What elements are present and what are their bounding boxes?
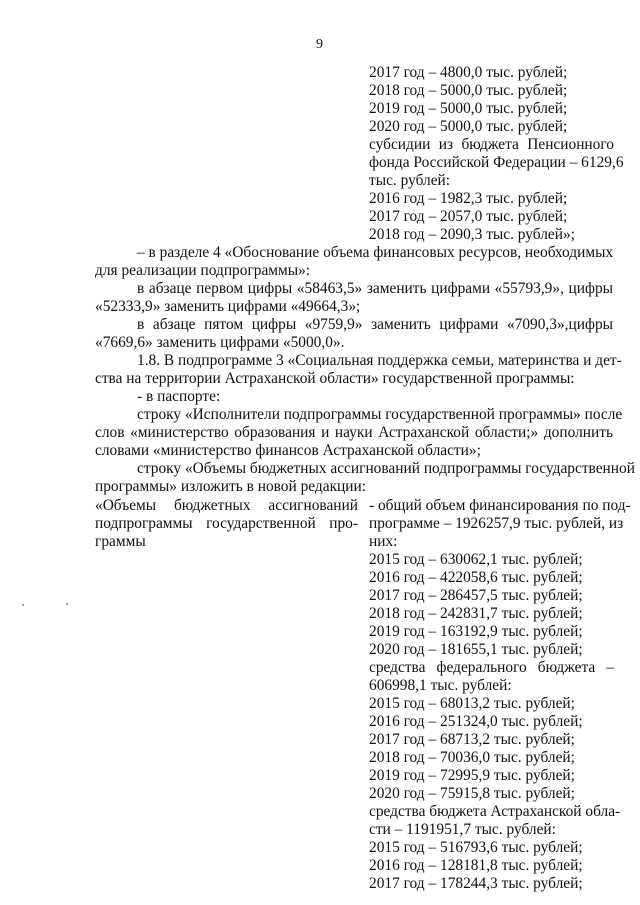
right-column-line: 2015 год – 630062,1 тыс. рублей;: [369, 551, 583, 568]
top-list-line: субсидии из бюджета Пенсионного: [369, 136, 614, 153]
top-list-line: 2017 год – 4800,0 тыс. рублей;: [369, 64, 568, 81]
body-line: для реализации подпрограммы»:: [95, 262, 311, 279]
body-line: в абзаце пятом цифры «9759,9» заменить цифрами «7090,3»,цифры: [137, 316, 613, 333]
top-list-line: тыс. рублей:: [369, 172, 451, 189]
top-list-line: 2018 год – 2090,3 тыс. рублей»;: [369, 226, 575, 243]
left-column-line: граммы: [95, 533, 146, 550]
top-list-line: 2019 год – 5000,0 тыс. рублей;: [369, 100, 568, 117]
body-line: словами «министерство финансов Астраханской области»;: [95, 442, 481, 459]
right-column-line: средства бюджета Астраханской обла-: [369, 803, 621, 820]
scan-speck: [66, 603, 68, 605]
right-column-line: 2017 год – 286457,5 тыс. рублей;: [369, 587, 583, 604]
top-list-line: 2017 год – 2057,0 тыс. рублей;: [369, 208, 568, 225]
right-column-line: 2020 год – 181655,1 тыс. рублей;: [369, 641, 583, 658]
right-column-line: 2020 год – 75915,8 тыс. рублей;: [369, 785, 575, 802]
right-column-line: 2018 год – 242831,7 тыс. рублей;: [369, 605, 583, 622]
scan-speck: [22, 604, 24, 606]
right-column-line: программе – 1926257,9 тыс. рублей, из: [369, 515, 624, 532]
right-column-line: - общий объем финансирования по под-: [369, 497, 631, 514]
body-line: ства на территории Астраханской области» государственной программы:: [95, 370, 575, 387]
top-list-line: 2020 год – 5000,0 тыс. рублей;: [369, 118, 568, 135]
right-column-line: 2017 год – 68713,2 тыс. рублей;: [369, 731, 575, 748]
body-line: слов «министерство образования и науки Астраханской области;» дополнить: [95, 424, 613, 441]
left-column-line: «Объемы бюджетных ассигнований: [95, 497, 358, 514]
body-line: – в разделе 4 «Обоснование объема финансовых ресурсов, необходимых: [137, 244, 614, 261]
top-list-line: 2016 год – 1982,3 тыс. рублей;: [369, 190, 568, 207]
right-column-line: 2016 год – 128181,8 тыс. рублей;: [369, 857, 583, 874]
left-column-line: подпрограммы государственной про-: [95, 515, 358, 532]
body-line: «52333,9» заменить цифрами «49664,3»;: [95, 298, 361, 315]
body-line: «7669,6» заменить цифрами «5000,0».: [95, 334, 345, 351]
body-line: строку «Объемы бюджетных ассигнований подпрограммы государственной: [137, 460, 635, 477]
body-line: - в паспорте:: [137, 388, 221, 405]
body-line: 1.8. В подпрограмме 3 «Социальная поддержка семьи, материнства и дет-: [137, 352, 622, 369]
right-column-line: них:: [369, 533, 398, 550]
right-column-line: средства федерального бюджета –: [369, 659, 614, 676]
right-column-line: 2015 год – 68013,2 тыс. рублей;: [369, 695, 575, 712]
right-column-line: 2016 год – 251324,0 тыс. рублей;: [369, 713, 583, 730]
body-line: в абзаце первом цифры «58463,5» заменить цифрами «55793,9», цифры: [137, 280, 613, 297]
top-list-line: фонда Российской Федерации – 6129,6: [369, 154, 624, 171]
right-column-line: 2019 год – 72995,9 тыс. рублей;: [369, 767, 575, 784]
body-line: программы» изложить в новой редакции:: [95, 478, 367, 495]
body-line: строку «Исполнители подпрограммы государственной программы» после: [137, 406, 623, 423]
right-column-line: 2015 год – 516793,6 тыс. рублей;: [369, 839, 583, 856]
top-list-line: 2018 год – 5000,0 тыс. рублей;: [369, 82, 568, 99]
page-number: 9: [316, 37, 323, 52]
right-column-line: сти – 1191951,7 тыс. рублей:: [369, 821, 556, 838]
right-column-line: 606998,1 тыс. рублей:: [369, 677, 512, 694]
right-column-line: 2017 год – 178244,3 тыс. рублей;: [369, 875, 583, 892]
right-column-line: 2019 год – 163192,9 тыс. рублей;: [369, 623, 583, 640]
right-column-line: 2016 год – 422058,6 тыс. рублей;: [369, 569, 583, 586]
right-column-line: 2018 год – 70036,0 тыс. рублей;: [369, 749, 575, 766]
